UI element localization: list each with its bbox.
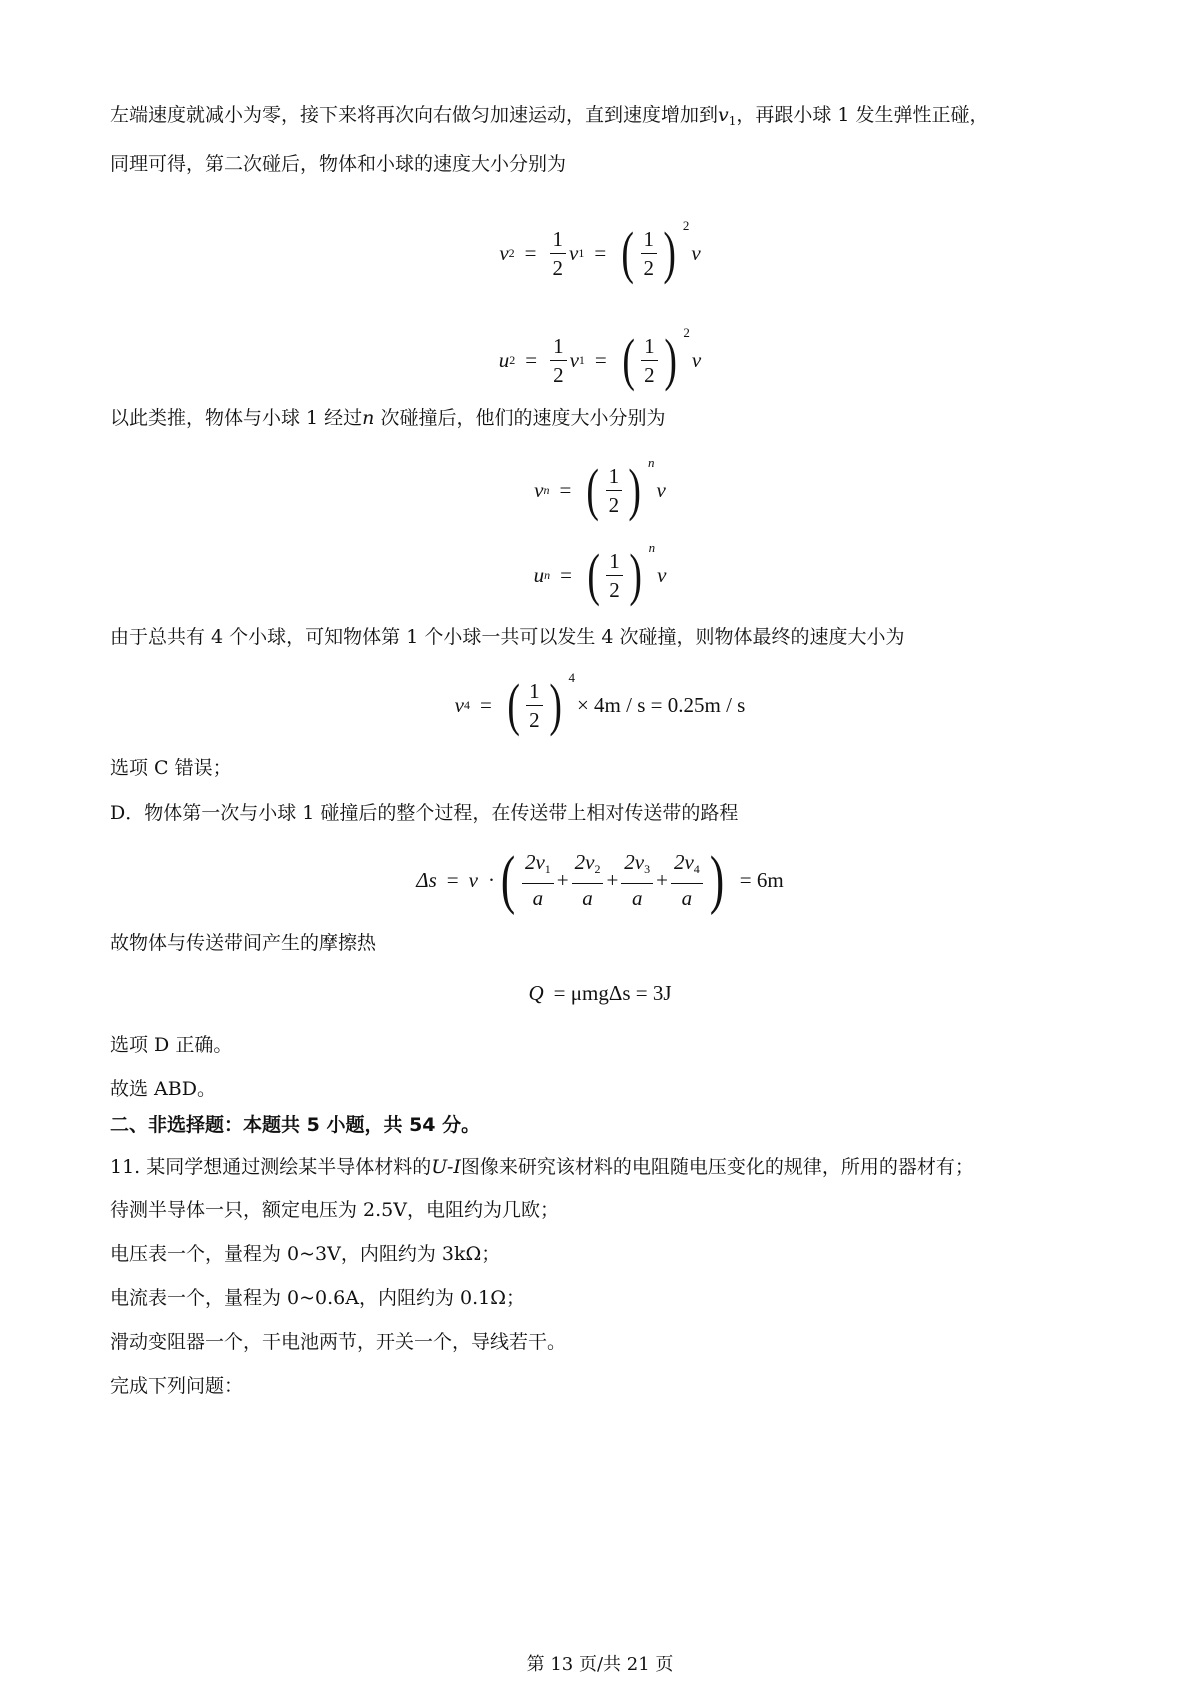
question-11-item-1: 待测半导体一只，额定电压为 2.5V，电阻约为几欧； xyxy=(110,1199,559,1221)
equation-un: u n = ( $\frac{1}{2}$ ) n v xyxy=(533,540,667,607)
question-11-task: 完成下列问题： xyxy=(110,1375,244,1397)
text-line-6: D．物体第一次与小球 1 碰撞后的整个过程，在传送带上相对传送带的路程 xyxy=(110,802,739,824)
equation-delta-s: Δs = v · ( $\frac{2v_1}{a}$ + $\frac{2v_2}{a}$ + $\frac{2v_3}{a}$ + $\frac{2v_4}{a}$ ) = 6m xyxy=(416,843,784,916)
fraction-half: $\frac{1}{2}$ xyxy=(550,334,567,387)
question-11-item-4: 滑动变阻器一个，干电池两节，开关一个，导线若干。 xyxy=(110,1331,567,1353)
text-line-1: 左端速度就减小为零，接下来将再次向右做匀加速运动，直到速度增加到$v_1$，再跟小球 1 发生弹性正碰， xyxy=(110,104,989,128)
equation-heat: Q = μmgΔs = 3J xyxy=(528,980,672,1005)
text-line-2: 同理可得，第二次碰后，物体和小球的速度大小分别为 xyxy=(110,153,567,175)
text-line-7: 故物体与传送带间产生的摩擦热 xyxy=(110,932,377,954)
equation-u2: u 2 = $\frac{1}{2}$ v 1 = ( $\frac{1}{2}$ ) 2 v xyxy=(498,325,702,392)
fraction-half: $\frac{1}{2}$ xyxy=(550,227,567,280)
paren-half-squared: ( $\frac{1}{2}$ ) 2 xyxy=(622,325,690,392)
paren-half-squared: ( $\frac{1}{2}$ ) 2 xyxy=(621,218,690,285)
paren-sum: ( $\frac{2v_1}{a}$ + $\frac{2v_2}{a}$ + $\frac{2v_3}{a}$ + $\frac{2v_4}{a}$ ) xyxy=(500,843,724,916)
section-heading: 二、非选择题：本题共 5 小题，共 54 分。 xyxy=(110,1114,481,1136)
question-11-intro: 11. 某同学想通过测绘某半导体材料的U-I图像来研究该材料的电阻随电压变化的规律，所用的器材有； xyxy=(110,1156,974,1178)
text-line-4: 由于总共有 4 个小球，可知物体第 1 个小球一共可以发生 4 次碰撞，则物体最终的速度大小为 xyxy=(110,626,905,648)
paren-half-power-n: ( $\frac{1}{2}$ ) n xyxy=(587,540,656,607)
question-11-item-3: 电流表一个，量程为 0~0.6A，内阻约为 0.1Ω； xyxy=(110,1287,525,1309)
text-line-3: 以此类推，物体与小球 1 经过n 次碰撞后，他们的速度大小分别为 xyxy=(110,407,666,429)
text-line-5: 选项 C 错误； xyxy=(110,757,232,779)
text-line-9: 故选 ABD。 xyxy=(110,1078,216,1100)
paren-half-power-4: ( $\frac{1}{2}$ ) 4 xyxy=(507,670,575,737)
equation-v2: v 2 = $\frac{1}{2}$ v 1 = ( $\frac{1}{2}$ ) 2 v xyxy=(499,218,701,285)
page-footer: 第 13 页/共 21 页 xyxy=(526,1654,674,1675)
paren-half-power-n: ( $\frac{1}{2}$ ) n xyxy=(586,455,655,522)
question-11-item-2: 电压表一个，量程为 0~3V，内阻约为 3kΩ； xyxy=(110,1243,501,1265)
equation-v4: v 4 = ( $\frac{1}{2}$ ) 4 × 4m / s = 0.25m / s xyxy=(454,670,746,737)
text-line-8: 选项 D 正确。 xyxy=(110,1034,233,1056)
equation-vn: v n = ( $\frac{1}{2}$ ) n v xyxy=(534,455,666,522)
